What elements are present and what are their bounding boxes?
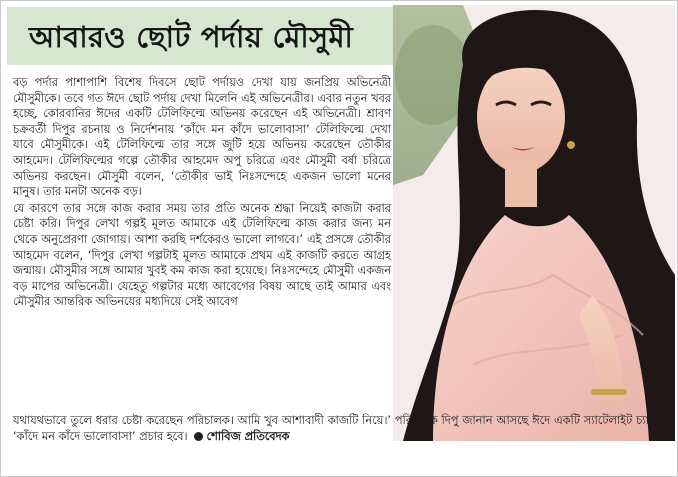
article-paragraph: যে কারণে তার সঙ্গে কাজ করার সময় তার প্রতি অনেক শ্রদ্ধা নিয়েই কাজটা করার চেষ্টা করি। দিপুর লেখা গল্পই মূলত আমাকে এই টেলিফিল্মে কাজ করার জন্য মন থেকে অনুপ্রেরণা জোগায়। আশা করছি দর্শকেরও ভালো লাগবে।’ এই প্রসঙ্গে তৌকীর আহমেদ বলেন, ‘দিপুর লেখা গল্পটাই মূলত আমাকে প্রথম এই কাজটি করতে আগ্রহ জন্মায়। মৌসুমীর সঙ্গে আমার খুবই কম কাজ করা হয়েছে। নিঃসন্দেহে মৌসুমী একজন বড় মাপের অভিনেত্রী। যেহেতু গল্পটার মধ্যে আবেগের বিষয় আছে তাই আমার এবং মৌসুমীর আন্তরিক অভিনয়ের মধ্যদিয়ে সেই আবেগ (13, 201, 391, 309)
byline-bullet-icon (194, 432, 203, 441)
headline: আবারও ছোট পর্দায় মৌসুমী (29, 20, 354, 54)
article-tail-text: যথাযথভাবে তুলে ধরার চেষ্টা করেছেন পরিচালক। আমি খুব আশাবাদী কাজটি নিয়ে।’ পরিচালক দিপু জানান আসছে ঈদে একটি স্যাটেলাইট চ্যানেলে ‘কাঁদে মন কাঁদে ভালোবাসা’ প্রচার হবে। (13, 414, 673, 443)
byline: শোবিজ প্রতিবেদক (206, 429, 290, 443)
headline-bar (7, 7, 393, 65)
article-paragraph: বড় পর্দার পাশাপাশি বিশেষ দিবসে ছোট পর্দায়ও দেখা যায় জনপ্রিয় অভিনেত্রী মৌসুমীকে। তবে গত ঈদে ছোট পর্দায় দেখা মিলেনি এই অভিনেত্রীর। এবার নতুন খবর হচ্ছে, কোরবানির ঈদের একটি টেলিফিল্মে অভিনয় করেছেন এই অভিনেত্রী। শ্রাবণ চক্রবর্তী দিপুর রচনায় ও নির্দেশনায় ‘কাঁদে মন কাঁদে ভালোবাসা’ টেলিফিল্মে দেখা যাবে মৌসুমীকে। এই টেলিফিল্মে তার সঙ্গে জুটি হয়ে অভিনয় করেছেন তৌকীর আহমেদ। টেলিফিল্মের গল্পে তৌকীর আহমেদ অপু চরিত্রে এবং মৌসুমী বর্ষা চরিত্রে অভিনয় করছেন। মৌসুমী বলেন, ‘তৌকীর ভাই নিঃসন্দেহে একজন ভালো মনের মানুষ। তার মনটা অনেক বড়। (13, 76, 391, 199)
article-tail (13, 413, 673, 444)
portrait-photo (393, 5, 675, 441)
portrait-illustration (393, 5, 675, 441)
article-tail-paragraph (13, 413, 673, 444)
article-body (13, 75, 391, 311)
